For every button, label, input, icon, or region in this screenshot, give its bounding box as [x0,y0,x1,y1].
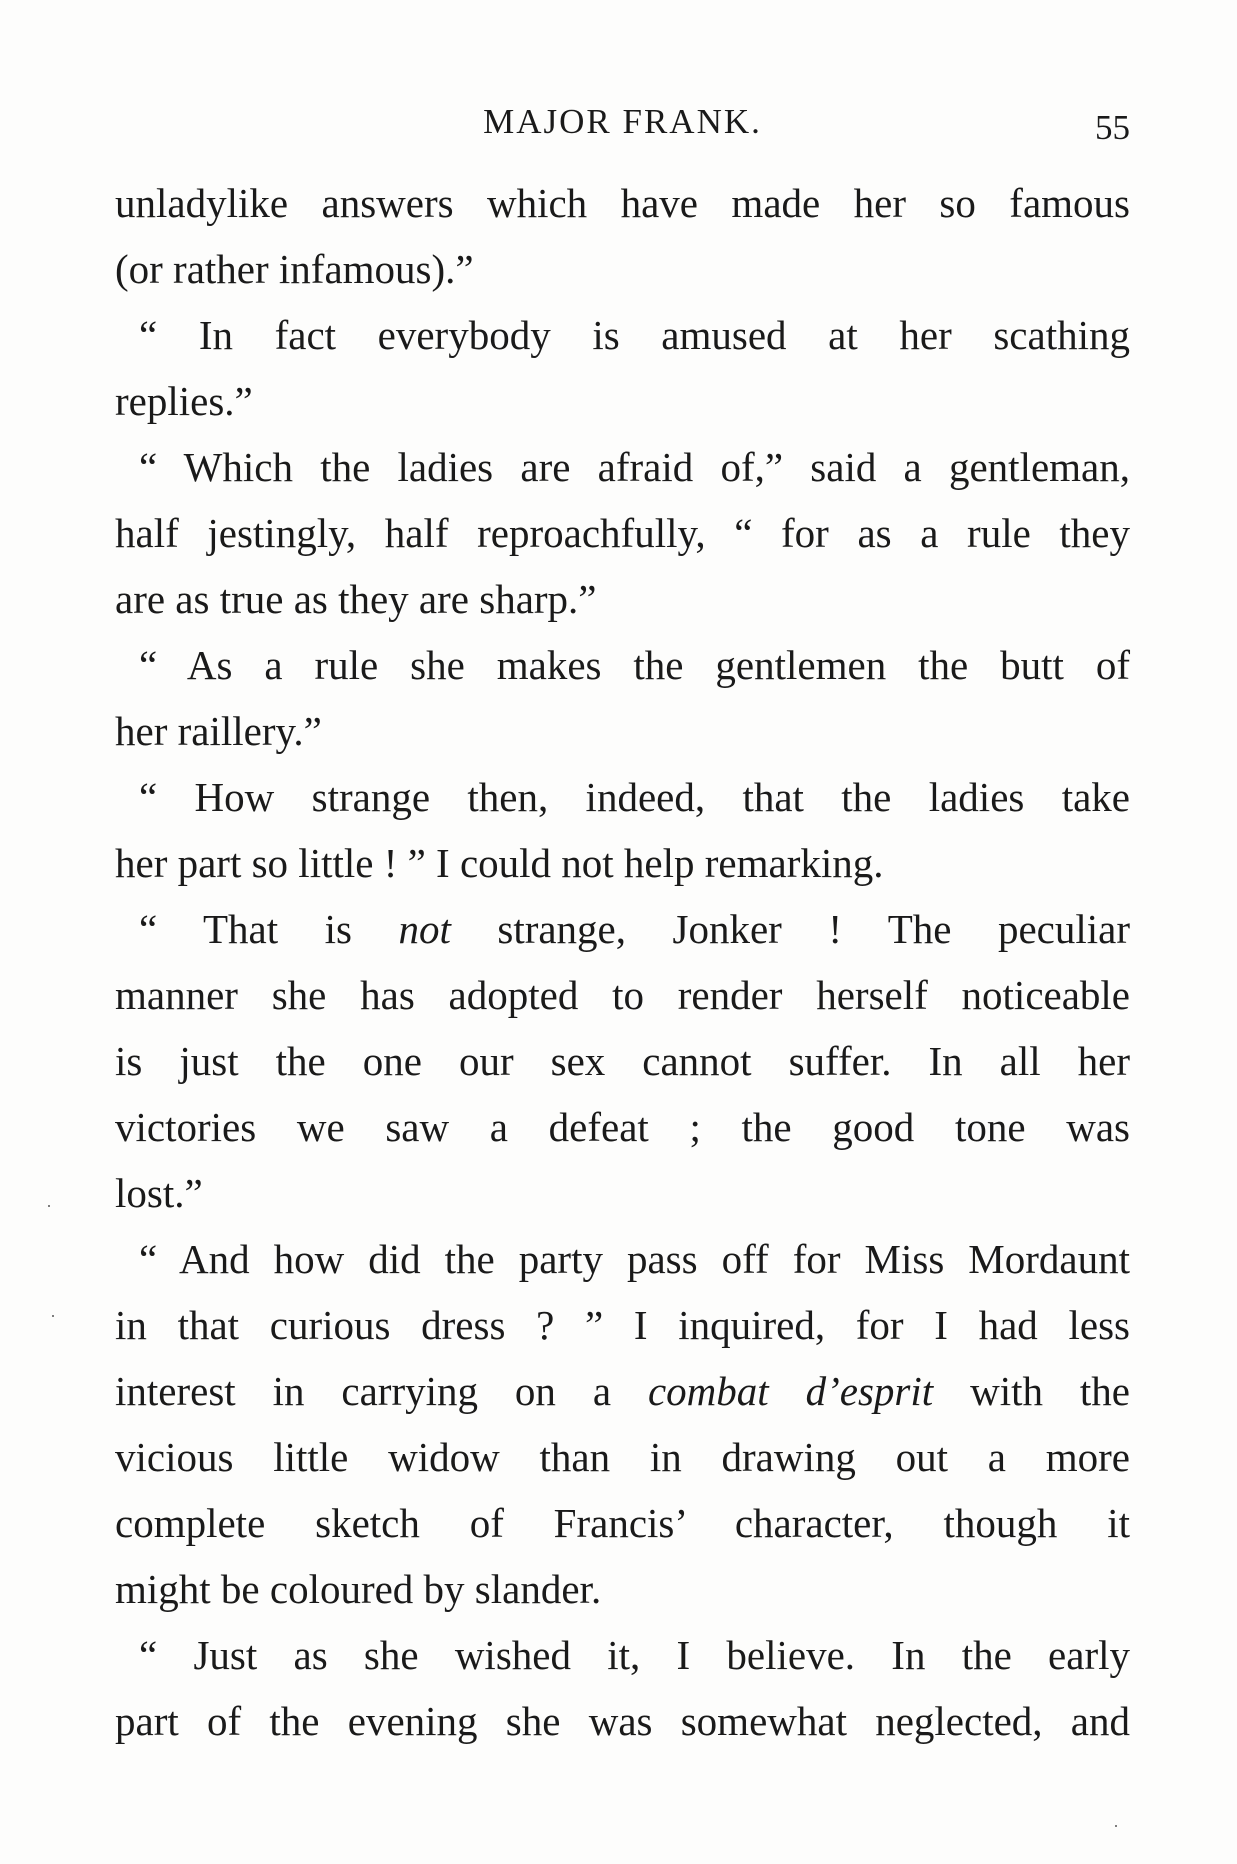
body-text [115,170,1130,1754]
italic-phrase: combat d’esprit [647,1368,934,1414]
text-line: in that curious dress ? ” I inquired, for I had less [115,1302,1130,1348]
text-line: might be coloured by slander. [115,1566,602,1612]
text-line: unladylike answers which have made her so famous [115,180,1130,226]
text-line: lost.” [115,1170,203,1216]
text-line: “ That is not strange, Jonker ! The peculiar [139,906,1131,952]
text-line: victories we saw a defeat ; the good tone was [115,1104,1130,1150]
text-line: “ How strange then, indeed, that the ladies take [139,774,1130,820]
italic-word: not [398,906,451,952]
text-line: (or rather infamous).” [115,246,474,292]
text-line: complete sketch of Francis’ character, though it [115,1500,1130,1546]
text-line: replies.” [115,378,253,424]
running-title: MAJOR FRANK. [483,102,762,141]
text-line: half jestingly, half reproachfully, “ for as a rule they [115,510,1130,556]
paper-speck [48,1205,50,1207]
text-line: vicious little widow than in drawing out a more [115,1434,1130,1480]
text-line: is just the one our sex cannot suffer. In all her [115,1038,1130,1084]
text-line: “ In fact everybody is amused at her scathing [139,312,1130,358]
text-line: part of the evening she was somewhat neglected, and [115,1698,1130,1744]
text-line: “ As a rule she makes the gentlemen the butt of [139,642,1130,688]
text-line: her raillery.” [115,708,322,754]
text-line: “ And how did the party pass off for Miss Mordaunt [139,1236,1130,1282]
paper-speck [52,1315,54,1317]
text-line: interest in carrying on a combat d’esprit with the [115,1368,1130,1414]
page-number: 55 [1095,108,1130,147]
running-head [115,98,1130,148]
text-line: her part so little ! ” I could not help remarking. [115,840,884,886]
text-line: manner she has adopted to render herself noticeable [115,972,1130,1018]
paper-speck [1115,1825,1117,1827]
text-line: “ Which the ladies are afraid of,” said a gentleman, [139,444,1130,490]
text-line: “ Just as she wished it, I believe. In the early [139,1632,1130,1678]
text-line: are as true as they are sharp.” [115,576,597,622]
